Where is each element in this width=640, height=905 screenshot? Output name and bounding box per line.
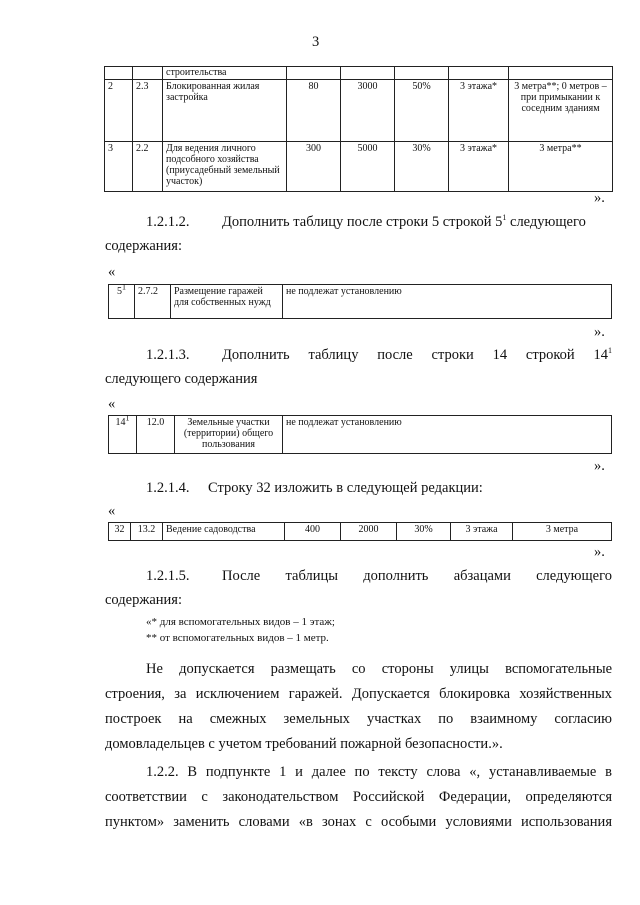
table-cell: Ведение садоводства [163,523,285,541]
table-row-14-1 [108,415,612,454]
table-cell: 400 [285,523,341,541]
table-cell: Земельные участки (территории) общего пользования [175,416,283,454]
paragraph-line: построек на смежных земельных участках по взаимному согласию [105,711,612,727]
table-row [109,523,612,541]
clause-text: После таблицы дополнить абзацами следующего [222,568,612,584]
table-row [105,142,613,192]
table-cell: не подлежат установлению [283,285,612,319]
table-cell: 3 этажа* [449,142,509,192]
clause-text-line: содержания: [105,238,183,254]
closing-quote: ». [594,324,605,340]
paragraph-line: Не допускается размещать со стороны улицы вспомогательные [146,661,612,677]
paragraph-line: соответствии с законодательством Российской Федерации, определяются [105,789,612,805]
clause-text: Дополнить таблицу после строки 14 строкой $14^1$ [222,346,612,363]
table-cell: 2000 [341,523,397,541]
table-cell: $14^1$ [109,416,137,454]
paragraph-line: 1.2.2. В подпункте 1 и далее по тексту слова «, устанавливаемые в [146,764,612,780]
table-row [105,67,613,80]
table-cell: 12.0 [137,416,175,454]
table-cell: 80 [287,80,341,142]
table-cell: строительства [163,67,287,80]
table-cell: 3 этажа [451,523,513,541]
table-cell: 2.2 [133,142,163,192]
closing-quote: ». [594,190,605,206]
table-cell: 3 [105,142,133,192]
table-cell: 2.7.2 [135,285,171,319]
table-row [109,285,612,319]
table-cell: 30% [397,523,451,541]
table-cell: 13.2 [131,523,163,541]
page-number: 3 [312,34,320,50]
table-top [104,66,613,192]
paragraph-line: строения, за исключением гаражей. Допускается блокировка хозяйственных [105,686,612,702]
table-cell: 3 метра**; 0 метров – при примыкании к соседним зданиям [509,80,613,142]
table-row-32 [108,522,612,541]
table-cell: 2 [105,80,133,142]
clause-text-line: содержания: [105,592,183,608]
table-cell: 300 [287,142,341,192]
footnote-line: ** от вспомогательных видов – 1 метр. [146,632,329,644]
table-cell: 32 [109,523,131,541]
clause-number: 1.2.1.2. [146,214,190,230]
table-cell: 3000 [341,80,395,142]
paragraph-line: домовладельцев с учетом требований пожарной безопасности.». [105,736,503,752]
clause-text: Дополнить таблицу после строки 5 строкой $5^1$ следующего [222,213,586,230]
opening-quote: « [108,503,116,519]
closing-quote: ». [594,458,605,474]
clause-text-line: следующего содержания [105,371,258,387]
table-row [109,416,612,454]
table-cell: 3 этажа* [449,80,509,142]
table-cell: 5000 [341,142,395,192]
table-cell: Для ведения личного подсобного хозяйства (приусадебный земельный участок) [163,142,287,192]
table-cell: 3 метра [513,523,612,541]
table-cell: Блокированная жилая застройка [163,80,287,142]
table-cell: 3 метра** [509,142,613,192]
table-cell: $5^1$ [109,285,135,319]
clause-number: 1.2.1.4. [146,480,190,496]
opening-quote: « [108,396,116,412]
table-cell: 2.3 [133,80,163,142]
table-cell: Размещение гаражей для собственных нужд [171,285,283,319]
table-row [105,80,613,142]
table-cell: не подлежат установлению [283,416,612,454]
clause-text: Строку 32 изложить в следующей редакции: [208,480,483,496]
table-cell: 50% [395,80,449,142]
clause-number: 1.2.1.5. [146,568,190,584]
table-cell: 30% [395,142,449,192]
footnote-line: «* для вспомогательных видов – 1 этаж; [146,616,335,628]
table-row-5-1 [108,284,612,319]
clause-number: 1.2.1.3. [146,347,190,363]
paragraph-line: пунктом» заменить словами «в зонах с особыми условиями использования [105,814,612,830]
closing-quote: ». [594,544,605,560]
opening-quote: « [108,264,116,280]
